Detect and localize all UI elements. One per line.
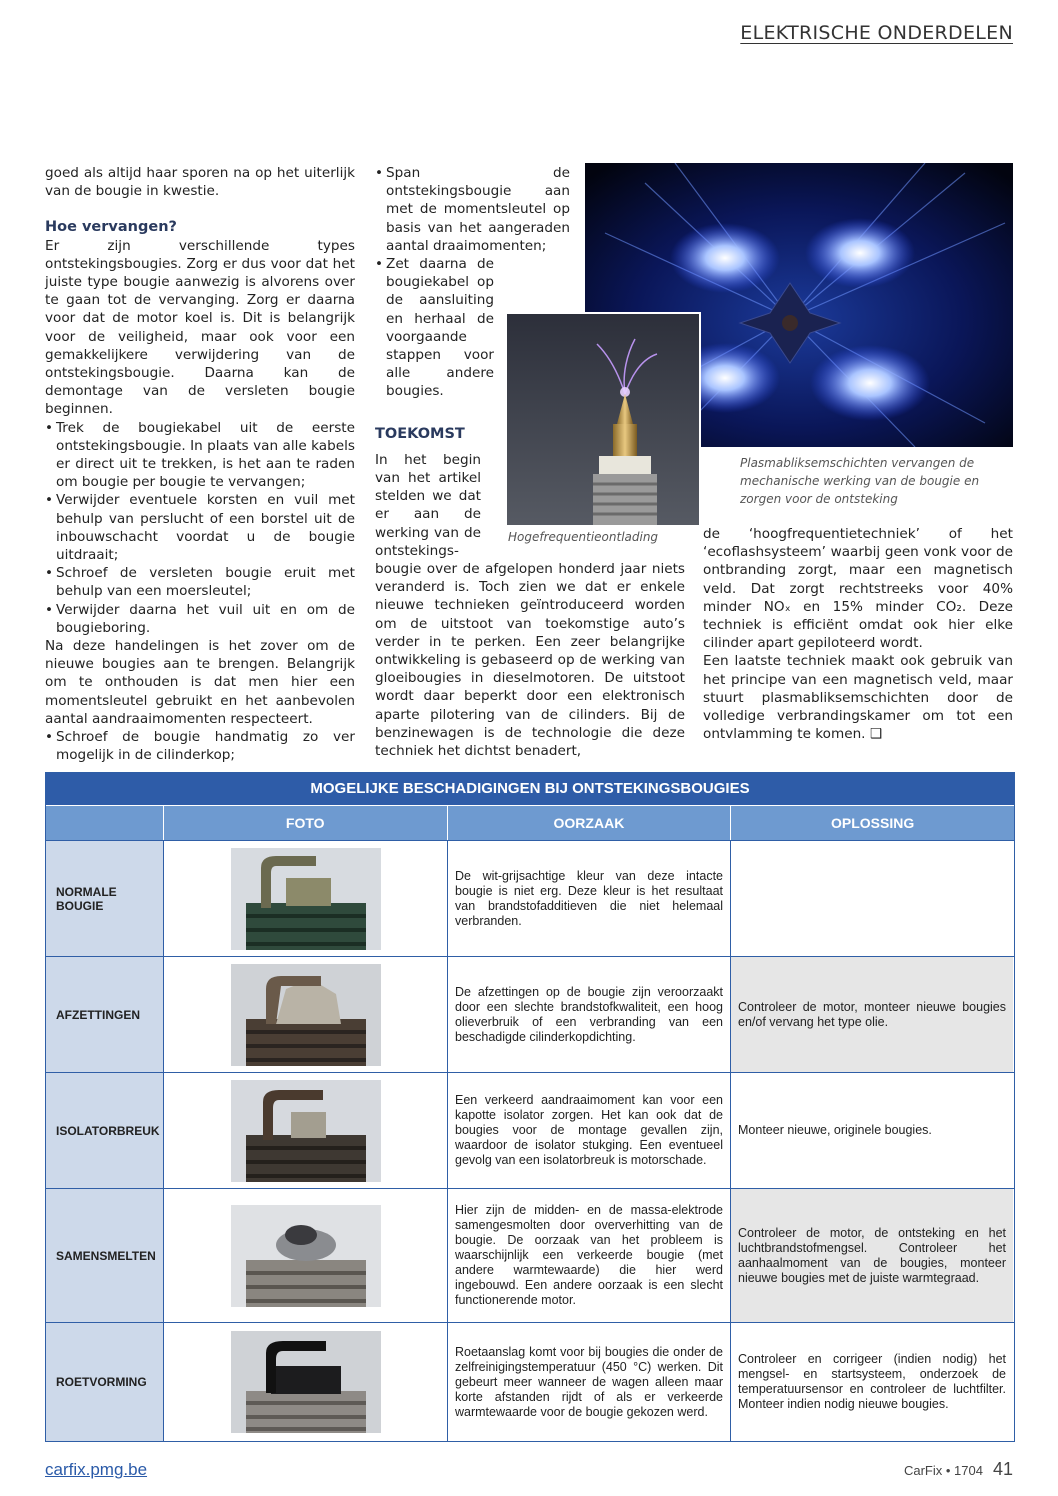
heading-toekomst: TOEKOMST bbox=[375, 425, 465, 442]
row-label: ROETVORMING bbox=[46, 1323, 163, 1441]
solution-cell: Monteer nieuwe, originele bougies. bbox=[730, 1073, 1013, 1188]
damage-table bbox=[45, 772, 1015, 1442]
row-label: SAMENSMELTEN bbox=[46, 1189, 163, 1322]
table-title: MOGELIJKE BESCHADIGINGEN BIJ ONTSTEKINGSBOUGIES bbox=[46, 773, 1014, 805]
row-label: AFZETTINGEN bbox=[46, 957, 163, 1072]
spark-plug-photo-fused bbox=[231, 1205, 381, 1307]
table-row bbox=[46, 840, 1014, 956]
website-link[interactable]: carfix.pmg.be bbox=[45, 1460, 148, 1479]
header-foto: FOTO bbox=[163, 806, 447, 840]
spark-photo bbox=[505, 312, 701, 527]
paragraph: In het begin van het artikel stelden we dat er aan de werking van de ontstekings- bbox=[375, 451, 481, 559]
table-row bbox=[46, 1322, 1014, 1441]
table-row bbox=[46, 1072, 1014, 1188]
spark-plug-photo-normal bbox=[231, 848, 381, 950]
header-oorzaak: OORZAAK bbox=[447, 806, 731, 840]
text-column-3 bbox=[703, 525, 1013, 743]
paragraph: bougie over de afgelopen honderd jaar niets veranderd is. Toch zien we dat er enkele nieuwe technieken geïntroduceerd worden om de uitstoot van toekomstige auto’s verder in te perken. Een zeer belangrijke ontwikkeling is gebaseerd op de werking van gloeibougies in dieselmotoren. De uitstoot wordt daar beperkt door een elektronisch aparte pilotering van de cilinders. Bij de benzinewagen is de technologie die deze techniek het dichtst benadert, bbox=[375, 561, 685, 760]
cause-cell: Een verkeerd aandraaimoment kan voor een kapotte isolator zorgen. Het kan ook dat de bougies voor de montage gevallen zijn, waardoor de isolator stukging. Een eventueel gevolg van een isolatorbreuk is motorschade. bbox=[447, 1073, 730, 1188]
list-item: • Verwijder daarna het vuil uit en om de bougieboring. bbox=[45, 601, 355, 637]
list-item: • Zet daarna de bougiekabel op de aansluiting en herhaal de voorgaande stappen voor alle andere bougies. bbox=[375, 255, 494, 401]
text-column-1 bbox=[45, 164, 355, 765]
cause-cell: De afzettingen op de bougie zijn veroorzaakt door een slechte brandstofkwaliteit, een hoog olieverbruik of een verbranding van een beschadigde cilinderkopdichting. bbox=[447, 957, 730, 1072]
spark-plug-photo-soot bbox=[231, 1331, 381, 1433]
plasma-caption: Plasmabliksemschichten vervangen de mechanische werking van de bougie en zorgen voor de ontsteking bbox=[740, 456, 980, 506]
list-item: • Span de ontstekingsbougie aan met de momentsleutel op basis van het aangeraden aantal draaimomenten; bbox=[375, 164, 570, 255]
table-row bbox=[46, 1188, 1014, 1322]
header-oplossing: OPLOSSING bbox=[730, 806, 1014, 840]
photo-cell bbox=[163, 957, 447, 1072]
spark-plug-photo-deposits bbox=[231, 964, 381, 1066]
section-title: ELEKTRISCHE ONDERDELEN bbox=[740, 22, 1013, 44]
steps-list-1 bbox=[45, 419, 355, 637]
paragraph: de ‘hoogfrequentietechniek’ of het ‘ecoflashsysteem’ waarbij geen vonk voor de ontbranding zorgt, maar een magnetisch veld. Dat zorgt rechtstreeks voor 40% minder NOₓ en 15% minder CO₂. Deze techniek is efficiënt omdat ook hier elke cilinder apart gepiloteerd wordt. bbox=[703, 526, 1013, 652]
footer-issue bbox=[904, 1459, 1013, 1480]
list-item: • Schroef de versleten bougie eruit met behulp van een moersleutel; bbox=[45, 564, 355, 600]
steps-list-2 bbox=[45, 728, 355, 764]
solution-cell: Controleer de motor, monteer nieuwe bougies en/of vervang het type olie. bbox=[730, 957, 1013, 1072]
paragraph: Een laatste techniek maakt ook gebruik van het principe van een magnetisch veld, maar stuurt plasmabliksemschichten door de volledige verbrandingskamer om tot een ontvlamming te komen. ❑ bbox=[703, 653, 1013, 743]
solution-cell: Controleer en corrigeer (indien nodig) het mengsel- en startsysteem, onderzoek de temperatuursensor en controleer de luchtfilter. Monteer indien nodig nieuwe bougies. bbox=[730, 1323, 1013, 1441]
table-header bbox=[46, 805, 1014, 840]
header-cell bbox=[46, 806, 163, 840]
intro-paragraph: goed als altijd haar sporen na op het uiterlijk van de bougie in kwestie. bbox=[45, 165, 355, 200]
photo-cell bbox=[163, 1073, 447, 1188]
paragraph: Na deze handelingen is het zover om de nieuwe bougies aan te brengen. Belangrijk om te onthouden is dat men hier een momentsleutel gebruikt en het aanbevolen aantal aandraaimomenten respecteert. bbox=[45, 638, 355, 727]
issue-label: CarFix • 1704 bbox=[903, 1463, 983, 1478]
page-number: 41 bbox=[992, 1459, 1013, 1479]
spark-caption: Hogefrequentieontlading bbox=[508, 530, 659, 544]
list-item: • Trek de bougiekabel uit de eerste ontstekingsbougie. In plaats van alle kabels er direct uit te trekken, is het aan te raden om bougie per bougie te vervangen; bbox=[45, 419, 355, 492]
solution-cell: Controleer de motor, de ontsteking en het luchtbrandstofmengsel. Controleer het aanhaalmoment van de bougies, monteer nieuwe bougies met de juiste warmtegraad. bbox=[730, 1189, 1013, 1322]
list-item: • Schroef de bougie handmatig zo ver mogelijk in de cilinderkop; bbox=[45, 728, 355, 764]
photo-cell bbox=[163, 1323, 447, 1441]
photo-cell bbox=[163, 841, 447, 956]
solution-cell bbox=[730, 841, 1013, 956]
heading-hoe-vervangen: Hoe vervangen? bbox=[45, 219, 177, 236]
spark-plug-photo-insulator-break bbox=[231, 1080, 381, 1182]
paragraph: Er zijn verschillende types ontstekingsbougies. Zorg er dus voor dat het juiste type bougie aanwezig is alvorens over te gaan tot de vervanging. Zorg er daarna voor dat de motor koel is. Dit is belangrijk voor de veiligheid, maar ook voor een gemakkelijkere verwijdering van de ontstekingsbougie. Daarna kan de demontage van de versleten bougie beginnen. bbox=[45, 237, 355, 418]
spark-plug-illustration bbox=[507, 314, 699, 525]
row-label: NORMALE BOUGIE bbox=[46, 841, 163, 956]
cause-cell: Hier zijn de midden- en de massa-elektrode samengesmolten door oververhitting van de bougie. De oorzaak van het probleem is waarschijnlijk een verkeerde bougie (met andere warmtewaarde) die hier werd ingebouwd. Een andere oorzaak is een slecht functionerende motor. bbox=[447, 1189, 730, 1322]
cause-cell: De wit-grijsachtige kleur van deze intacte bougie is niet erg. Deze kleur is het resultaat van brandstofadditieven die niet helemaal verbranden. bbox=[447, 841, 730, 956]
cause-cell: Roetaanslag komt voor bij bougies die onder de zelfreinigingstemperatuur (450 °C) werken. Dit gebeurt meer wanneer de wagen alleen maar korte afstanden rijdt of als er verkeerde warmtewaarde voor de bougie gekozen werd. bbox=[447, 1323, 730, 1441]
row-label: ISOLATORBREUK bbox=[46, 1073, 163, 1188]
photo-cell bbox=[163, 1189, 447, 1322]
table-row bbox=[46, 956, 1014, 1072]
list-item: • Verwijder eventuele korsten en vuil met behulp van perslucht of een borstel uit de inbouwschacht voordat u de bougie uitdraait; bbox=[45, 491, 355, 564]
